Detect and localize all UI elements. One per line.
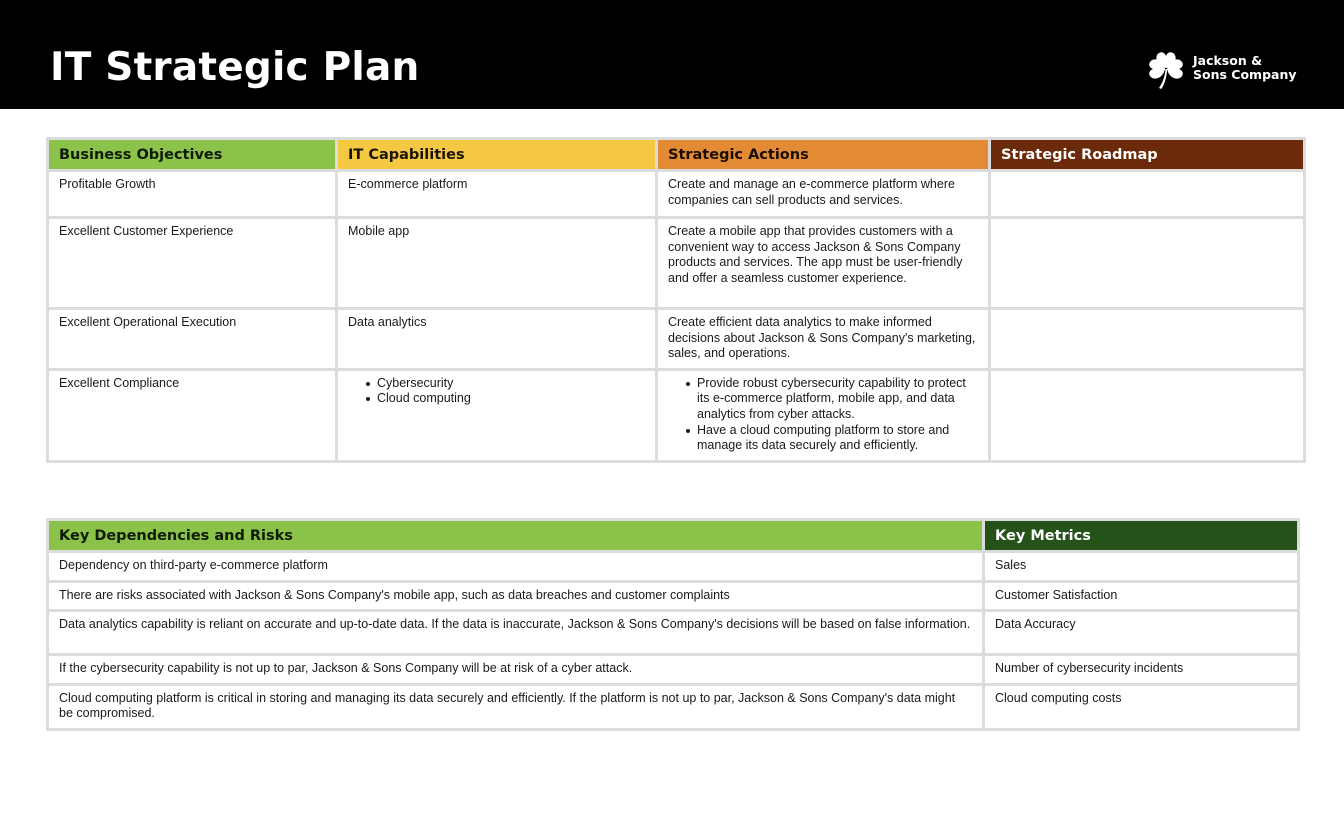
header-business-objectives: Business Objectives [49,140,335,169]
metric-cell: Customer Satisfaction [985,583,1297,610]
metric-cell: Cloud computing costs [985,686,1297,728]
table-row [49,310,1303,368]
table-row [49,371,1303,460]
roadmap-cell [991,172,1303,216]
risk-cell: Dependency on third-party e-commerce platform [49,553,982,580]
objective-cell: Excellent Operational Execution [49,310,335,368]
list-item: Cloud computing [366,391,645,407]
table-row [49,172,1303,216]
page-title: IT Strategic Plan [50,45,420,90]
company-logo [1146,48,1296,92]
capability-cell: Data analytics [338,310,655,368]
page-header [0,0,1344,109]
capability-cell: E-commerce platform [338,172,655,216]
capability-cell [338,371,655,460]
risk-cell: If the cybersecurity capability is not up to par, Jackson & Sons Company will be at risk of a cyber attack. [49,656,982,683]
header-key-dependencies-risks: Key Dependencies and Risks [49,521,982,550]
action-list [668,376,978,454]
table-row [49,219,1303,307]
risk-cell: There are risks associated with Jackson & Sons Company's mobile app, such as data breaches and customer complaints [49,583,982,610]
risk-cell: Data analytics capability is reliant on accurate and up-to-date data. If the data is inaccurate, Jackson & Sons Company's decisions will be based on false information. [49,612,982,653]
table-row [49,686,1297,728]
risks-header-row [49,521,1297,550]
header-strategic-actions: Strategic Actions [658,140,988,169]
shamrock-icon [1146,48,1188,90]
risks-table [46,518,1300,731]
action-cell: Create and manage an e-commerce platform where companies can sell products and services. [658,172,988,216]
action-cell: Create efficient data analytics to make informed decisions about Jackson & Sons Company's marketing, sales, and operations. [658,310,988,368]
header-it-capabilities: IT Capabilities [338,140,655,169]
header-strategic-roadmap: Strategic Roadmap [991,140,1303,169]
action-cell: Create a mobile app that provides customers with a convenient way to access Jackson & Sons Company products and services. The app must be user-friendly and offer a seamless customer experience. [658,219,988,307]
metric-cell: Data Accuracy [985,612,1297,653]
capability-list [348,376,645,407]
list-item: Cybersecurity [366,376,645,392]
risk-cell: Cloud computing platform is critical in storing and managing its data securely and efficiently. If the platform is not up to par, Jackson & Sons Company's data might be compromised. [49,686,982,728]
roadmap-cell [991,310,1303,368]
capability-cell: Mobile app [338,219,655,307]
company-name-line1: Jackson & [1193,53,1262,68]
objective-cell: Excellent Compliance [49,371,335,460]
strategy-table [46,137,1306,463]
company-name [1193,54,1303,82]
strategy-header-row [49,140,1303,169]
metric-cell: Sales [985,553,1297,580]
table-row [49,583,1297,610]
roadmap-cell [991,371,1303,460]
metric-cell: Number of cybersecurity incidents [985,656,1297,683]
objective-cell: Excellent Customer Experience [49,219,335,307]
action-cell [658,371,988,460]
table-row [49,656,1297,683]
table-row [49,553,1297,580]
list-item: Provide robust cybersecurity capability to protect its e-commerce platform, mobile app, and data analytics from cyber attacks. [686,376,978,423]
objective-cell: Profitable Growth [49,172,335,216]
header-key-metrics: Key Metrics [985,521,1297,550]
roadmap-cell [991,219,1303,307]
company-name-line2: Sons Company [1193,67,1297,82]
table-row [49,612,1297,653]
list-item: Have a cloud computing platform to store and manage its data securely and efficiently. [686,423,978,454]
